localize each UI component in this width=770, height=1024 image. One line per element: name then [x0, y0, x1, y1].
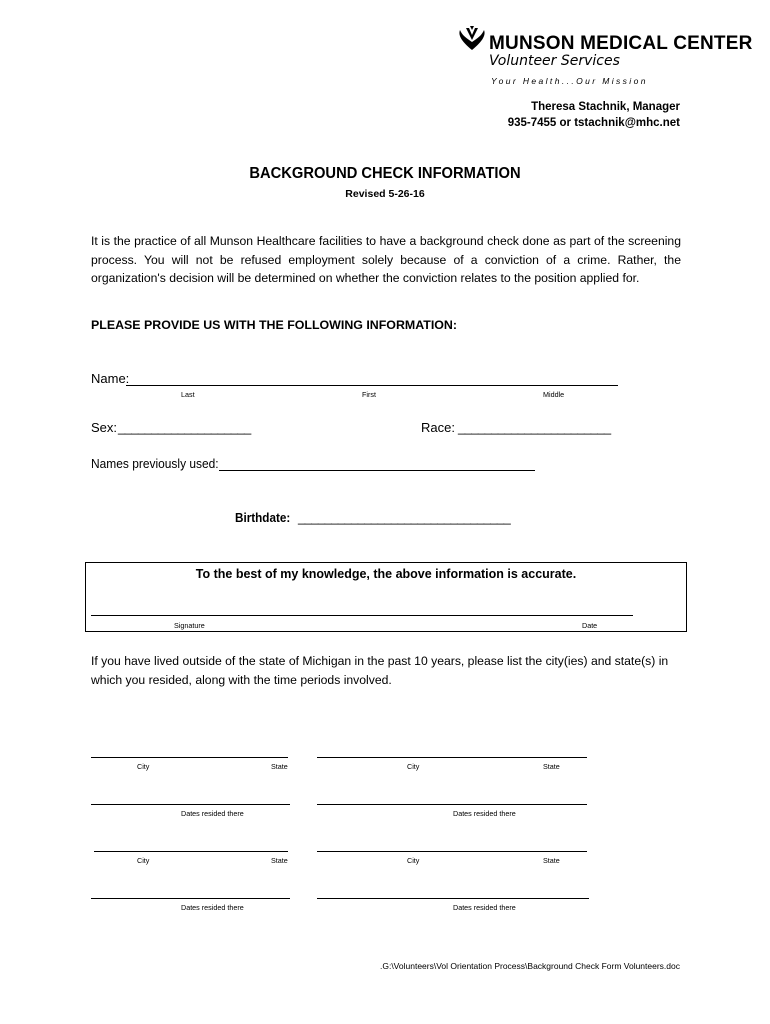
- contact-info: 935-7455 or tstachnik@mhc.net: [507, 117, 680, 129]
- residence-4-dates-label: Dates resided there: [453, 903, 516, 912]
- residence-2-dates-label: Dates resided there: [453, 809, 516, 818]
- residence-2-state-label: State: [543, 762, 560, 771]
- residence-3-dates-label: Dates resided there: [181, 903, 244, 912]
- residence-2-dates-field[interactable]: [317, 804, 587, 805]
- previous-names-label: Names previously used:: [91, 456, 219, 471]
- residence-1-city-label: City: [137, 762, 150, 771]
- residence-1-dates-field[interactable]: [91, 804, 290, 805]
- residence-1-state-label: State: [271, 762, 288, 771]
- sex-label: Sex:: [91, 420, 118, 435]
- name-field[interactable]: [126, 385, 618, 386]
- birthdate-field[interactable]: ________________________________: [298, 510, 511, 525]
- race-label: Race:: [421, 420, 455, 435]
- residence-3-city-label: City: [137, 856, 150, 865]
- residence-4-state-label: State: [543, 856, 560, 865]
- name-middle-label: Middle: [543, 390, 565, 399]
- residence-2-city-state-field[interactable]: [317, 757, 587, 758]
- residence-instructions: If you have lived outside of the state of Michigan in the past 10 years, please list the city(ies) and state(s) in which you resided, along with the time periods involved.: [91, 654, 669, 687]
- residence-3-dates-field[interactable]: [91, 898, 290, 899]
- page-title: BACKGROUND CHECK INFORMATION: [249, 165, 521, 182]
- footer-file-path: .G:\Volunteers\Vol Orientation Process\Background Check Form Volunteers.doc: [379, 961, 680, 971]
- residence-2-city-label: City: [407, 762, 420, 771]
- signature-label: Signature: [174, 621, 205, 630]
- munson-heart-logo-icon: [457, 26, 487, 52]
- residence-1-city-state-field[interactable]: [91, 757, 288, 758]
- revised-date: Revised 5-26-16: [345, 188, 425, 200]
- previous-names-field[interactable]: [219, 470, 535, 471]
- name-label: Name:: [91, 371, 130, 386]
- attestation-box: [85, 562, 687, 632]
- section-heading: PLEASE PROVIDE US WITH THE FOLLOWING INFORMATION:: [91, 318, 457, 332]
- residence-4-city-label: City: [407, 856, 420, 865]
- residence-1-dates-label: Dates resided there: [181, 809, 244, 818]
- signature-field[interactable]: [91, 615, 633, 616]
- birthdate-label: Birthdate:: [235, 510, 291, 525]
- name-last-label: Last: [181, 390, 195, 399]
- sex-field[interactable]: ____________________: [118, 420, 251, 435]
- intro-paragraph: It is the practice of all Munson Healthcare facilities to have a background check done as part of the screening process. You will not be refused employment solely because of a conviction of a crime. Rather, the organization's decision will be determined on whether the conviction relates to the position applied for.: [91, 234, 681, 285]
- residence-4-dates-field[interactable]: [317, 898, 589, 899]
- org-name: MUNSON MEDICAL CENTER: [489, 33, 753, 54]
- residence-3-city-state-field[interactable]: [94, 851, 288, 852]
- race-field[interactable]: _______________________: [458, 420, 611, 435]
- contact-name: Theresa Stachnik, Manager: [531, 101, 680, 113]
- residence-3-state-label: State: [271, 856, 288, 865]
- org-tagline: Your Health...Our Mission: [491, 76, 648, 86]
- date-label: Date: [582, 621, 598, 630]
- attestation-statement: To the best of my knowledge, the above information is accurate.: [195, 567, 577, 581]
- name-first-label: First: [362, 390, 376, 399]
- residence-4-city-state-field[interactable]: [317, 851, 587, 852]
- org-subtitle: Volunteer Services: [489, 53, 620, 69]
